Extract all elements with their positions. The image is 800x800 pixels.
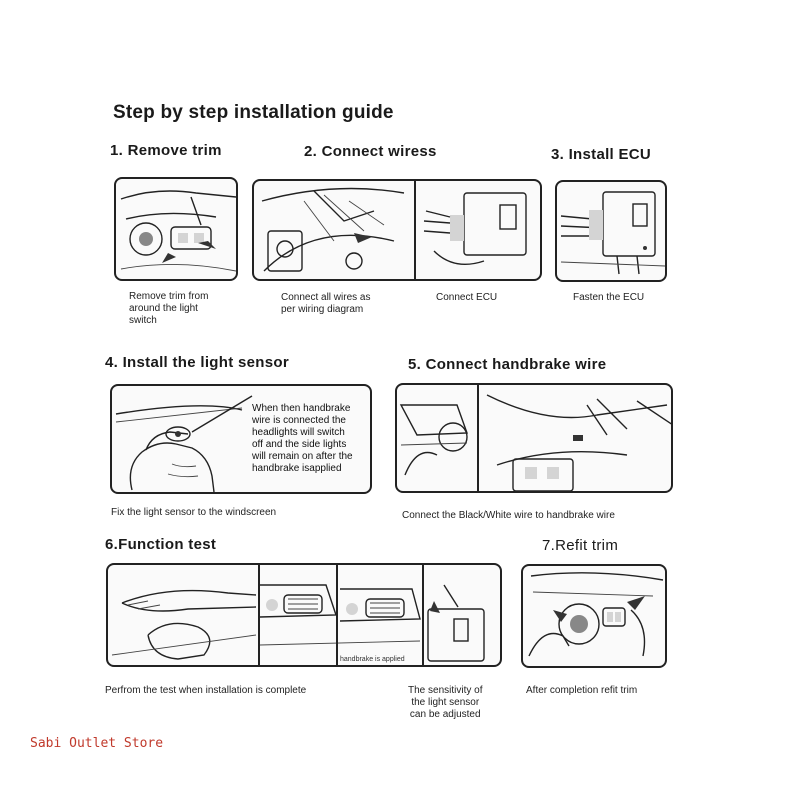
step-4-note: When then handbrake wire is connected the headlights will switch off and the side lights will remain on after the handbrake isapplied [252,403,353,474]
step-7-caption: After completion refit trim [526,685,638,696]
step-1-heading: 1. Remove trim [110,142,222,159]
step-6-heading: 6.Function test [105,536,217,553]
step-4-heading: 4. Install the light sensor [105,354,289,371]
step-7-illustration [521,564,667,668]
step-2-caption-wires: Connect all wires as per wiring diagram [281,292,371,315]
step-1-illustration [114,177,238,281]
step-7-heading: 7.Refit trim [542,537,619,554]
step-3-illustration [555,180,667,282]
step-2-heading: 2. Connect wiress [304,143,437,160]
step-3-heading: 3. Install ECU [551,146,652,163]
step-3-caption: Fasten the ECU [573,292,645,303]
guide-title: Step by step installation guide [113,102,394,123]
step-6-illustration [106,563,502,667]
step-1-caption: Remove trim from around the light switch [129,291,209,326]
step-5-caption: Connect the Black/White wire to handbrake wire [402,510,615,521]
step-6-inner-label: handbrake is applied [340,656,405,663]
step-2-caption-ecu: Connect ECU [436,292,498,303]
step-5-heading: 5. Connect handbrake wire [408,356,607,373]
step-2-illustration [252,179,542,281]
store-watermark: Sabi Outlet Store [30,736,164,751]
step-5-illustration [395,383,673,493]
step-4-caption: Fix the light sensor to the windscreen [111,507,277,518]
step-6-caption-test: Perfrom the test when installation is complete [105,685,307,696]
step-6-caption-sensitivity: The sensitivity of the light sensor can be adjusted [408,685,483,720]
